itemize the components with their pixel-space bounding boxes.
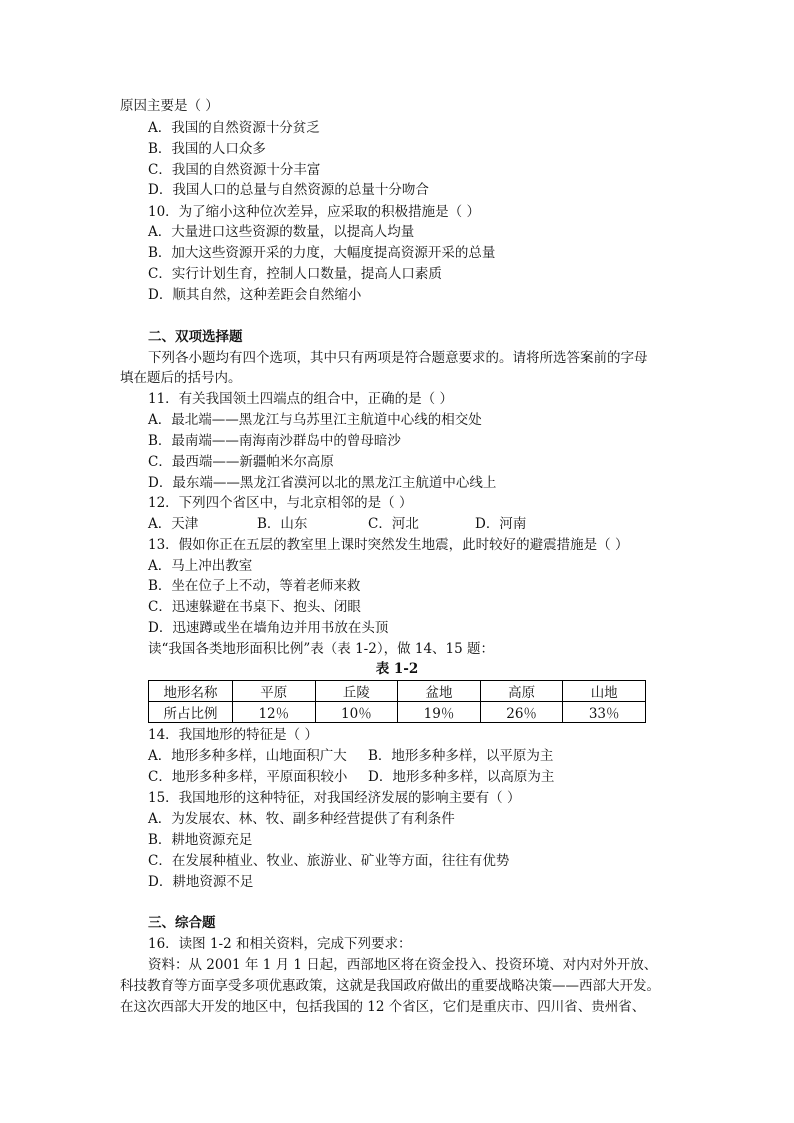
section2-title: 二、双项选择题: [148, 329, 243, 345]
q14-option-c: C．地形多种多样，平原面积较小: [148, 769, 348, 785]
q15-stem: 15．我国地形的这种特征，对我国经济发展的影响主要有（ ）: [148, 790, 521, 806]
q13-stem: 13．假如你正在五层的教室里上课时突然发生地震，此时较好的避震措施是（ ）: [148, 537, 629, 553]
section3-title: 三、综合题: [148, 915, 216, 931]
table-cell: 33％: [563, 702, 646, 723]
section2-intro-line2: 填在题后的括号内。: [120, 370, 242, 386]
q10-option-c: C．实行计划生育，控制人口数量，提高人口素质: [148, 266, 442, 282]
table-cell: 10％: [315, 702, 398, 723]
q11-option-c: C．最西端——新疆帕米尔高原: [148, 454, 334, 470]
q10-option-b: B．加大这些资源开采的力度，大幅度提高资源开采的总量: [148, 245, 496, 261]
table-cell: 丘陵: [315, 681, 398, 702]
table-cell: 26％: [480, 702, 563, 723]
q12-option-c: C．河北: [368, 516, 419, 532]
q13-option-b: B．坐在位子上不动，等着老师来救: [148, 578, 361, 594]
q13-option-d: D．迅速蹲或坐在墙角边并用书放在头顶: [148, 620, 389, 636]
table-cell: 所占比例: [149, 702, 233, 723]
q12-option-a: A．天津: [148, 516, 199, 532]
q9-stem-end: 原因主要是（ ）: [120, 98, 219, 114]
q9-option-a: A．我国的自然资源十分贫乏: [148, 120, 320, 136]
q15-option-c: C．在发展种植业、牧业、旅游业、矿业等方面，往往有优势: [148, 853, 510, 869]
table-cell: 地形名称: [149, 681, 233, 702]
q12-stem: 12．下列四个省区中，与北京相邻的是（ ）: [148, 495, 413, 511]
terrain-table: [148, 680, 646, 723]
table-instruction: 读“我国各类地形面积比例”表（表 1-2），做 14、15 题：: [148, 641, 495, 657]
q9-option-d: D．我国人口的总量与自然资源的总量十分吻合: [148, 182, 429, 198]
q15-option-d: D．耕地资源不足: [148, 874, 254, 890]
q11-option-a: A．最北端——黑龙江与乌苏里江主航道中心线的相交处: [148, 412, 482, 428]
q10-option-a: A．大量进口这些资源的数量，以提高人均量: [148, 224, 415, 240]
table-cell: 高原: [480, 681, 563, 702]
table-caption: 表 1-2: [375, 661, 419, 677]
q13-option-a: A．马上冲出教室: [148, 558, 253, 574]
q16-material-line2: 科技教育等方面享受多项优惠政策，这就是我国政府做出的重要战略决策——西部大开发。: [120, 978, 660, 994]
q11-option-b: B．最南端——南海南沙群岛中的曾母暗沙: [148, 433, 401, 449]
q15-option-a: A．为发展农、林、牧、副多种经营提供了有利条件: [148, 811, 455, 827]
q14-option-d: D．地形多种多样，以高原为主: [368, 769, 555, 785]
section2-intro-line1: 下列各小题均有四个选项，其中只有两项是符合题意要求的。请将所选答案前的字母: [148, 350, 648, 366]
q14-stem: 14．我国地形的特征是（ ）: [148, 727, 318, 743]
q14-option-b: B．地形多种多样，以平原为主: [368, 748, 554, 764]
q13-option-c: C．迅速躲避在书桌下、抱头、闭眼: [148, 599, 361, 615]
q10-stem: 10．为了缩小这种位次差异，应采取的积极措施是（ ）: [148, 204, 480, 220]
q16-material-line3: 在这次西部大开发的地区中，包括我国的 12 个省区，它们是重庆市、四川省、贵州省、: [120, 999, 646, 1015]
table-cell: 19％: [398, 702, 481, 723]
table-cell: 盆地: [398, 681, 481, 702]
table-cell: 12％: [233, 702, 316, 723]
q11-stem: 11．有关我国领土四端点的组合中，正确的是（ ）: [148, 391, 453, 407]
q14-option-a: A．地形多种多样，山地面积广大: [148, 748, 347, 764]
table-row: [149, 702, 646, 723]
q9-option-b: B．我国的人口众多: [148, 141, 266, 157]
table-row: [149, 681, 646, 702]
table-cell: 山地: [563, 681, 646, 702]
q9-option-c: C．我国的自然资源十分丰富: [148, 162, 321, 178]
q11-option-d: D．最东端——黑龙江省漠河以北的黑龙江主航道中心线上: [148, 475, 497, 491]
q12-option-d: D．河南: [475, 516, 527, 532]
q16-stem: 16．读图 1-2 和相关资料，完成下列要求：: [148, 936, 412, 952]
q10-option-d: D．顺其自然，这种差距会自然缩小: [148, 287, 362, 303]
table-cell: 平原: [233, 681, 316, 702]
q16-material-line1: 资料：从 2001 年 1 月 1 日起，西部地区将在资金投入、投资环境、对内对外开放、: [148, 957, 658, 973]
q12-option-b: B．山东: [257, 516, 308, 532]
q15-option-b: B．耕地资源充足: [148, 832, 253, 848]
